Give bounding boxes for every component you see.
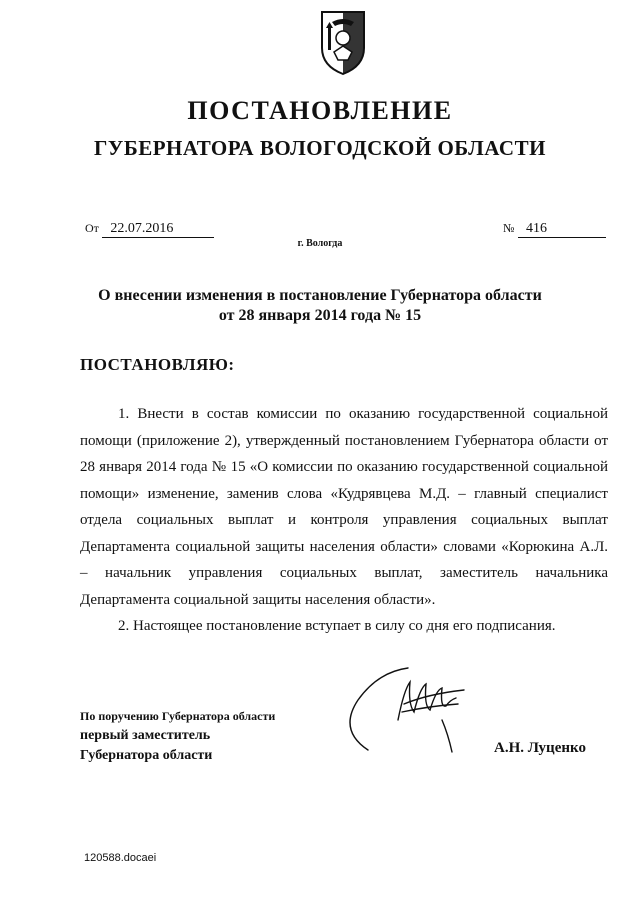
document-title: ПОСТАНОВЛЕНИЕ [187,96,453,125]
document-city: г. Вологда [297,238,343,249]
document-subtitle: ГУБЕРНАТОРА ВОЛОГОДСКОЙ ОБЛАСТИ [94,136,546,160]
body-paragraph-1: 1. Внести в состав комиссии по оказанию государственной социальной помощи (приложение 2), утвержденный постановлением Губернатора области от 28 января 2014 года № 15 «О комиссии по оказанию государственной социальной помощи» изменение, заменив слова «Кудрявцева М.Д. – главный специалист отдела социальных выплат и контроля управления социальных выплат Департамента социальной защиты населения области» словами «Корюкина А.Л. – начальник управления социальных выплат, заместитель начальника Департамента социальной защиты населения области». [80,406,608,608]
number-prefix: № [503,221,515,235]
signatory-name: А.Н. Луценко [494,740,586,756]
resolve-heading: ПОСТАНОВЛЯЮ: [80,355,235,374]
subject-line-1: О внесении изменения в постановление Губернатора области [98,287,542,304]
body-paragraph-2: 2. Настоящее постановление вступает в силу со дня его подписания. [118,618,556,634]
document-body [80,401,608,640]
subject-line-2: от 28 января 2014 года № 15 [218,307,422,324]
signatory-line-2: первый заместитель [80,728,211,743]
document-number [503,221,606,238]
signatory-line-1: По поручению Губернатора области [80,709,276,723]
date-value: 22.07.2016 [102,221,214,238]
file-reference: 120588.docaei [84,852,157,864]
document-date [85,221,214,238]
vologda-coat-of-arms-icon [318,8,368,76]
signatory-line-3: Губернатора области [80,748,213,763]
number-value: 416 [518,221,606,238]
handwritten-signature [338,660,488,756]
document-subject [0,286,640,326]
date-prefix: От [85,221,99,235]
signatory-block [80,706,275,766]
